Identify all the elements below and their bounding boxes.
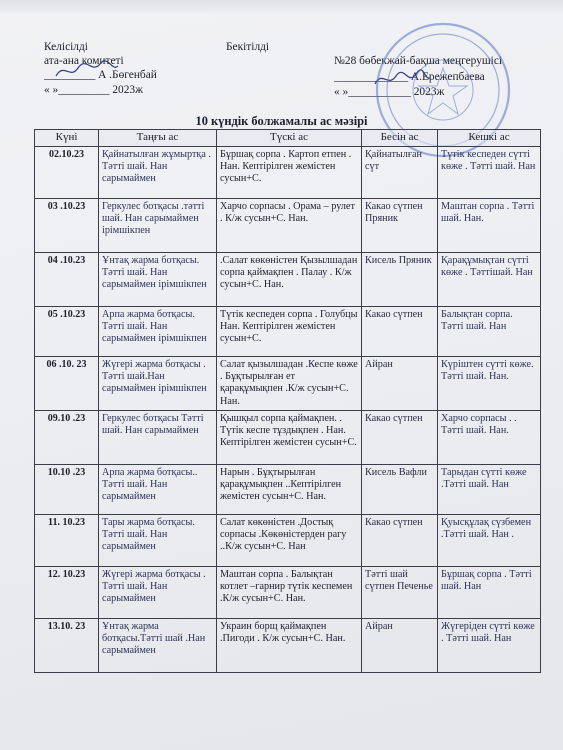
table-row [35, 307, 541, 357]
cell-lunch: Салат қызылшадан .Кеспе көже . Бұқтырылған ет қарақұмықпен .К/ж сусын+С. Нан. [217, 357, 362, 411]
cell-day: 02.10.23 [35, 147, 99, 199]
cell-day: 12. 10.23 [35, 566, 99, 618]
agree-org: ата-ана комитеті [44, 55, 124, 67]
cell-breakfast: Жүгері жарма ботқасы . Тәтті шай. Нан сарымаймен [99, 566, 217, 618]
column-header-day: Күні [35, 130, 99, 147]
approve-org: №28 бөбекжай-бақша меңгерушісі [334, 55, 503, 67]
cell-day: 05 .10.23 [35, 307, 99, 357]
paper-fold [0, 0, 563, 14]
cell-day: 06 .10. 23 [35, 357, 99, 411]
cell-dinner: Қарақұмықтан сүтті көже . Тәттішай. Нан [438, 253, 541, 307]
cell-day: 11. 10.23 [35, 514, 99, 566]
cell-lunch: Маштан сорпа . Балықтан котлет –гарнир түтік кеспемен .К/ж сусын+С. Нан. [217, 566, 362, 618]
cell-dinner: Жүгеріден сүтті көже . Тәтті шай. Нан [438, 618, 541, 672]
cell-breakfast: Геркулес ботқасы Тәтті шай. Нан сарымаймен [99, 410, 217, 464]
page-title: 10 күндік болжамалы ас мәзірі [195, 114, 368, 128]
cell-dinner: Бұршақ сорпа . Тәтті шай. Нан [438, 566, 541, 618]
agree-date: « »_________ 2023ж [44, 84, 143, 96]
cell-snack: Айран [362, 618, 438, 672]
cell-lunch: Украин борщ қаймақпен .Пигоди . К/ж сусын+С. Нан. [217, 618, 362, 672]
cell-dinner: Қуысқұлақ сүзбемен .Тәтті шай. Нан . [438, 514, 541, 566]
approve-date: « »___________ 2023ж [334, 86, 445, 98]
cell-day: 13.10. 23 [35, 618, 99, 672]
signature-mark [52, 58, 122, 82]
cell-day: 03 .10.23 [35, 199, 99, 253]
cell-snack: Қайнатылған сүт [362, 147, 438, 199]
table-header-row [35, 130, 541, 147]
cell-snack: Айран [362, 357, 438, 411]
approve-signer: _____________ А.Ережепбаева [334, 71, 485, 83]
cell-snack: Кисель Вафли [362, 464, 438, 514]
agree-signer: _________ А .Бөгенбай [44, 69, 157, 81]
cell-dinner: Тарыдан сүтті көже .Тәтті шай. Нан [438, 464, 541, 514]
approve-title: Бекітілді [226, 41, 270, 53]
table-row [35, 566, 541, 618]
cell-dinner: Маштан сорпа . Тәтті шай. Нан. [438, 199, 541, 253]
cell-breakfast: Арпа жарма ботқасы. Тәтті шай. Нан сарымаймен ірімшікпен [99, 307, 217, 357]
cell-breakfast: Ұнтақ жарма ботқасы.Тәтті шай .Нан сарымаймен [99, 618, 217, 672]
cell-breakfast: Ұнтақ жарма ботқасы. Тәтті шай. Нан сарымаймен ірімшікпен [99, 253, 217, 307]
cell-breakfast: Арпа жарма ботқасы.. Тәтті шай. Нан сарымаймен [99, 464, 217, 514]
cell-lunch: Түтік кеспеден сорпа . Голубцы Нан. Кептірілген жемістен сусын+С. [217, 307, 362, 357]
column-header-snack: Бесін ас [362, 130, 438, 147]
cell-lunch: Қышқыл сорпа қаймақпен. . Түтік кеспе тұздықпен . Нан. Кептірілген жемістен сусын+С. [217, 410, 362, 464]
cell-dinner: Күріштен сүтті көже. Тәтті шай. Нан. [438, 357, 541, 411]
cell-lunch: Салат көкөністен .Достық сорпасы .Көкөністерден рагу ..К/ж сусын+С. Нан [217, 514, 362, 566]
cell-lunch: Нарын . Бұқтырылған қарақұмықпен ..Кептірілген жемістен сусын+С. Нан. [217, 464, 362, 514]
column-header-lunch: Түскі ас [217, 130, 362, 147]
table-row [35, 464, 541, 514]
table-row [35, 357, 541, 411]
column-header-dinner: Кешкі ас [438, 130, 541, 147]
cell-breakfast: Тары жарма ботқасы. Тәтті шай. Нан сарымаймен [99, 514, 217, 566]
cell-breakfast: Қайнатылған жұмыртқа . Тәтті шай. Нан сарымаймен [99, 147, 217, 199]
column-header-breakfast: Таңғы ас [99, 130, 217, 147]
cell-breakfast: Геркулес ботқасы .тәтті шай. Нан сарымаймен ірімшікпен [99, 199, 217, 253]
cell-breakfast: Жүгері жарма ботқасы . Тәтті шай.Нан сарымаймен ірімшікпен [99, 357, 217, 411]
cell-snack: Какао сүтпен [362, 307, 438, 357]
cell-snack: Тәтті шай сүтпен Печенье [362, 566, 438, 618]
cell-day: 10.10 .23 [35, 464, 99, 514]
cell-snack: Какао сүтпен Пряник [362, 199, 438, 253]
cell-snack: Кисель Пряник [362, 253, 438, 307]
cell-day: 04 .10.23 [35, 253, 99, 307]
table-row [35, 253, 541, 307]
table-row [35, 147, 541, 199]
table-row [35, 410, 541, 464]
cell-lunch: Бұршақ сорпа . Картоп етпен . Нан. Кептірілген жемістен сусын+С. [217, 147, 362, 199]
table-row [35, 199, 541, 253]
table-row [35, 618, 541, 672]
cell-snack: Какао сүтпен [362, 410, 438, 464]
cell-dinner: Балықтан сорпа. Тәтті шай. Нан [438, 307, 541, 357]
menu-table [34, 129, 541, 673]
cell-lunch: .Салат көкөністен Қызылшадан сорпа қаймақпен . Палау . К/ж сусын+С. Нан. [217, 253, 362, 307]
cell-lunch: Харчо сорпасы . Орама – рулет . К/ж сусын+С. Нан. [217, 199, 362, 253]
agree-title: Келісілді [44, 41, 88, 53]
cell-dinner: Харчо сорпасы . . Тәтті шай. Нан. [438, 410, 541, 464]
cell-snack: Какао сүтпен [362, 514, 438, 566]
table-row [35, 514, 541, 566]
cell-dinner: Түтік кеспеден сүтті көже . Тәтті шай. Нан [438, 147, 541, 199]
cell-day: 09.10 .23 [35, 410, 99, 464]
